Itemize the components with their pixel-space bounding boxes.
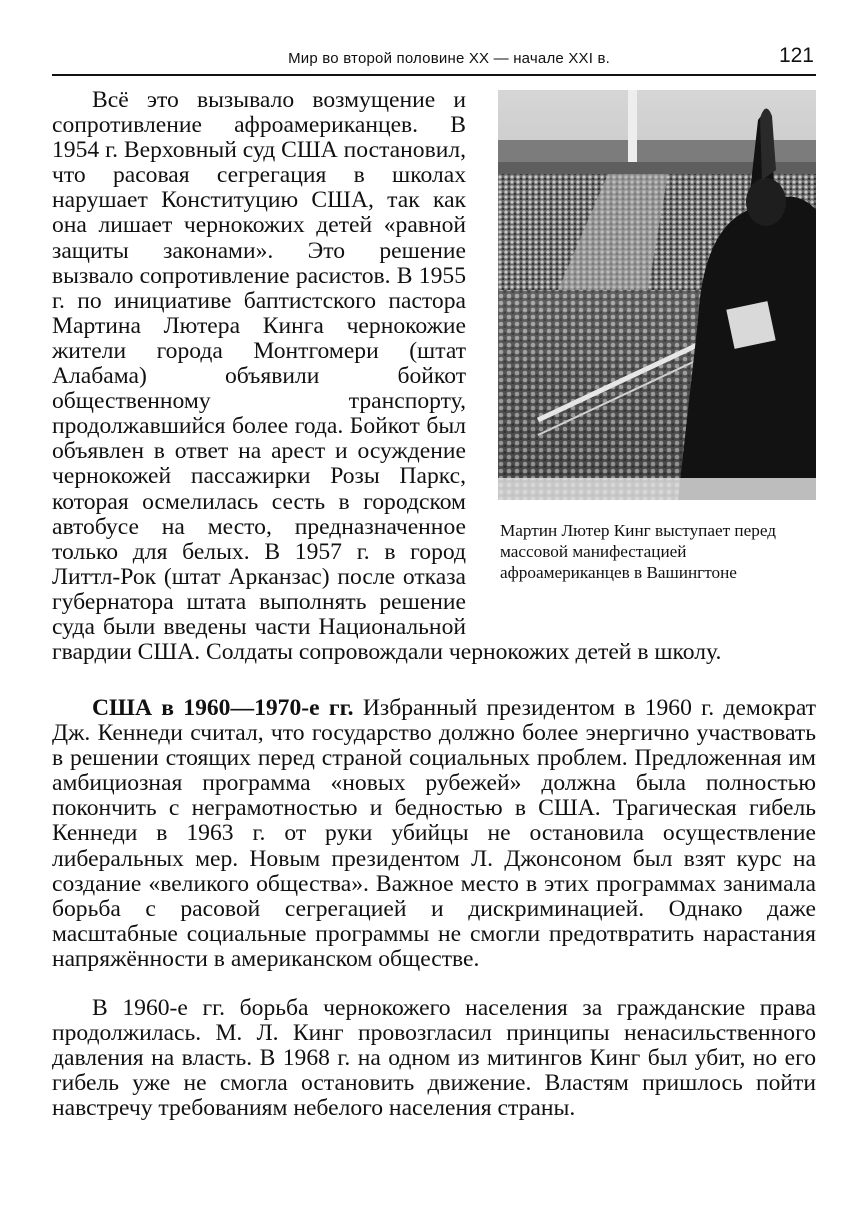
figure-caption: Мартин Лютер Кинг выступает перед массовой манифестацией афроамериканцев в Вашингтоне	[500, 521, 776, 582]
body-paragraph-2	[52, 696, 816, 972]
section-heading: США в 1960—1970-е гг.	[92, 695, 354, 721]
page-number: 121	[778, 44, 814, 67]
paragraph-1-text: Всё это вызывало возмущение и сопротивление афроамериканцев. В 1954 г. Верховный суд США постановил, что расовая сегрегация в школах нарушает Конституцию США, так как она лишает чернокожих детей «равной защиты законами». Это решение вызвало сопротивление расистов. В 1955 г. по инициативе баптистского пастора Мартина Лютера Кинга чернокожие жители города Монтгомери (штат Алабама) объявили бойкот общественному транспорту, продолжавшийся более года. Бойкот был объявлен в ответ на арест и осуждение чернокожей пассажирки Розы Паркс, которая осмелилась сесть в городском автобусе на место, предназначенное только для белых. В 1957 г. в город Литтл-Рок (штат Арканзас) после отказа губернатора штата выполнять решение суда были введены части Национальной гвардии США. Солдаты сопровождали чернокожих детей в школу.	[52, 87, 722, 666]
paragraph-2-text: Избранный президентом в 1960 г. демократ Дж. Кеннеди считал, что государство должно более энергично участвовать в решении стоящих перед страной социальных проблем. Предложенная им амбициозная программа «новых рубежей» должна была полностью покончить с неграмотностью и бедностью в США. Трагическая гибель Кеннеди в 1963 г. от руки убийцы не остановила осуществление либеральных мер. Новым президентом Л. Джонсоном был взят курс на создание «великого общества». Важное место в этих программах занимала борьба с расовой сегрегацией и дискриминацией. Однако даже масштабные социальные программы не смогли предотвратить нарастания напряжённости в американском обществе.	[52, 695, 817, 972]
running-title: Мир во второй половине XX — начале XXI в.	[288, 50, 610, 67]
body-paragraph-3: В 1960-е гг. борьба чернокожего населения за гражданские права продолжилась. М. Л. Кинг провозгласил принципы ненасильственного давления на власть. В 1968 г. на одном из митингов Кинг был убит, но его гибель уже не смогла остановить движение. Властям пришлось пойти навстречу требованиям небелого населения страны.	[52, 995, 816, 1122]
running-head	[52, 44, 816, 76]
figure	[496, 88, 816, 616]
photo-illustration	[498, 90, 816, 500]
photo-martin-luther-king	[498, 90, 816, 500]
body-paragraph-1	[52, 88, 816, 665]
